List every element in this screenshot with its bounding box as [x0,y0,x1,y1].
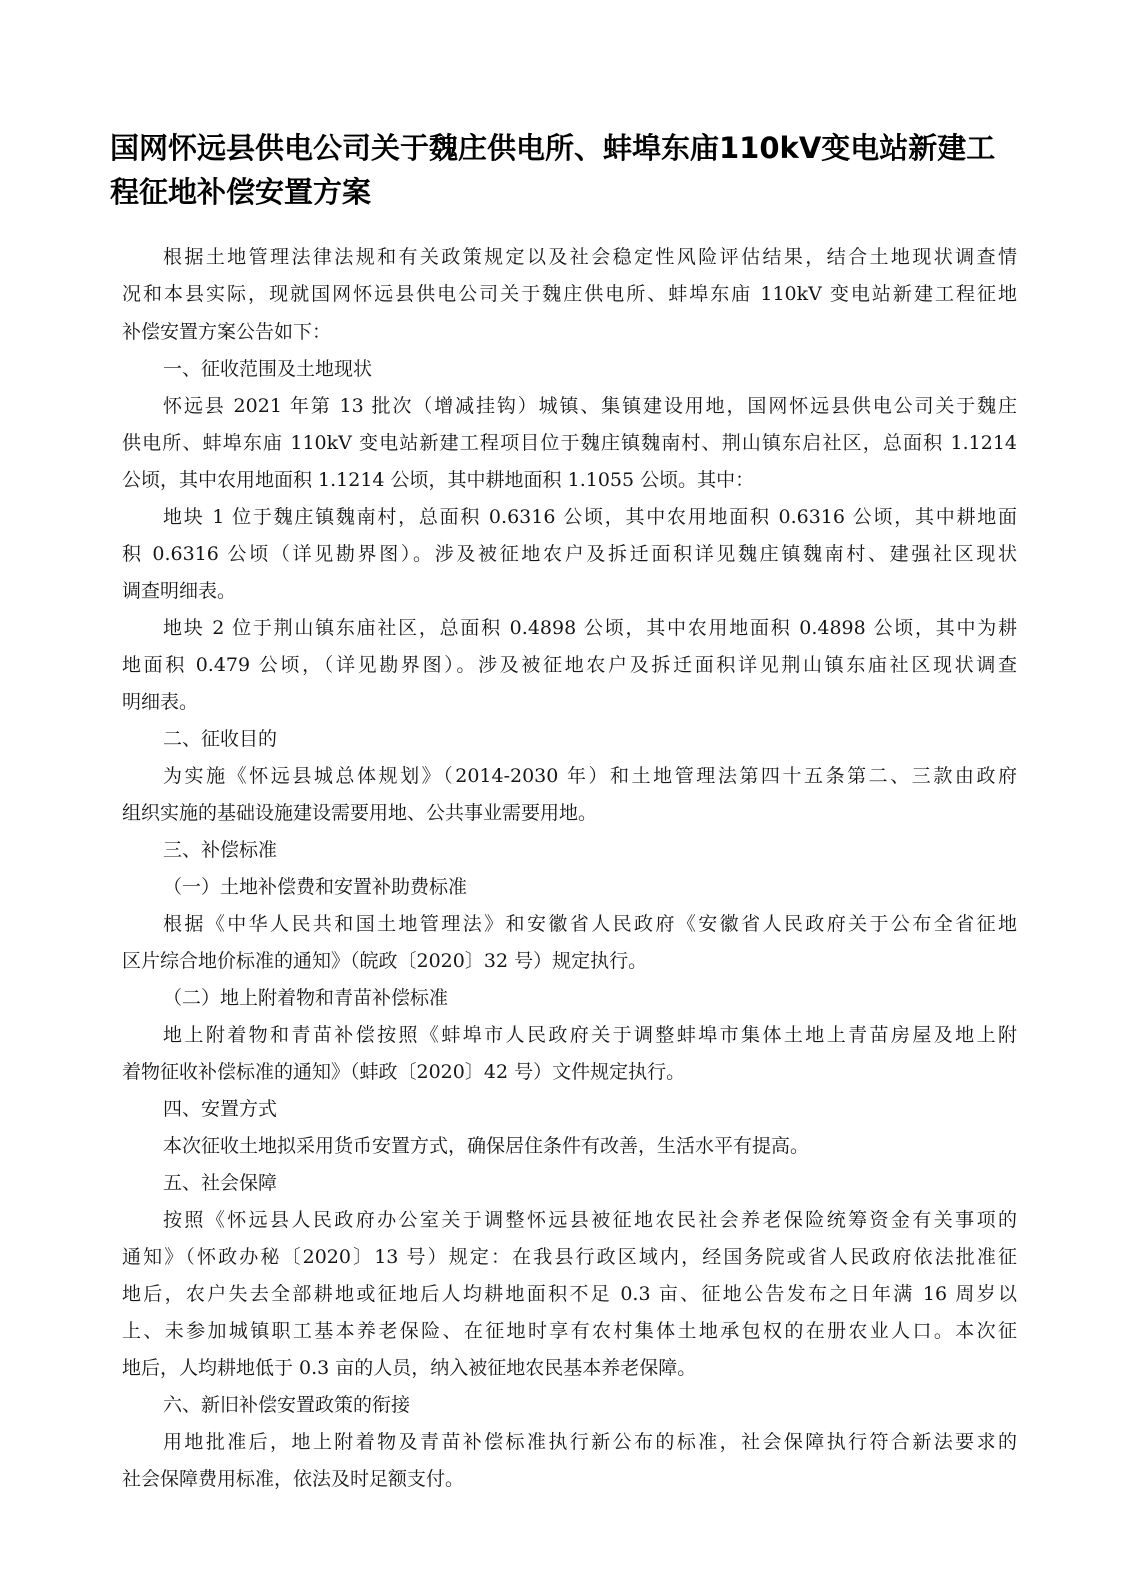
intro-paragraph-line: 况和本县实际，现就国网怀远县供电公司关于魏庄供电所、蚌埠东庙 110kV 变电站新建工程征地 [122,283,1017,305]
social-security-line: 上、未参加城镇职工基本养老保险、在征地时享有农村集体土地承包权的在册农业人口。本次征 [122,1320,1017,1342]
section-heading-2: 二、征收目的 [163,728,278,750]
parcel-2-line: 地块 2 位于荆山镇东庙社区，总面积 0.4898 公顷，其中农用地面积 0.4898 公顷，其中为耕 [163,617,1017,639]
parcel-2-line: 明细表。 [122,691,199,713]
social-security-line: 地后，农户失去全部耕地或征地后人均耕地面积不足 0.3 亩、征地公告发布之日年满 16 周岁以 [122,1283,1017,1305]
section-heading-6: 六、新旧补偿安置政策的衔接 [163,1394,411,1416]
social-security-line: 地后，人均耕地低于 0.3 亩的人员，纳入被征地农民基本养老保障。 [122,1357,697,1379]
scope-paragraph-line: 公顷，其中农用地面积 1.1214 公顷，其中耕地面积 1.1055 公顷。其中： [122,469,755,491]
policy-transition-line: 用地批准后，地上附着物及青苗补偿标准执行新公布的标准，社会保障执行符合新法要求的 [163,1431,1017,1453]
purpose-paragraph-line: 为实施《怀远县城总体规划》（2014-2030 年）和土地管理法第四十五条第二、三款由政府 [163,765,1017,787]
resettlement-paragraph-line: 本次征收土地拟采用货币安置方式，确保居住条件有改善，生活水平有提高。 [163,1135,810,1157]
subsection-heading-2: （二）地上附着物和青苗补偿标准 [163,987,449,1009]
parcel-2-line: 地面积 0.479 公顷，（详见勘界图）。涉及被征地农户及拆迁面积详见荆山镇东庙社区现状调查 [122,654,1017,676]
attachment-compensation-line: 地上附着物和青苗补偿按照《蚌埠市人民政府关于调整蚌埠市集体土地上青苗房屋及地上附 [163,1024,1017,1046]
section-heading-4: 四、安置方式 [163,1098,278,1120]
parcel-1-line: 调查明细表。 [122,580,237,602]
social-security-line: 按照《怀远县人民政府办公室关于调整怀远县被征地农民社会养老保险统筹资金有关事项的 [163,1209,1017,1231]
parcel-1-line: 积 0.6316 公顷（详见勘界图）。涉及被征地农户及拆迁面积详见魏庄镇魏南村、建强社区现状 [122,543,1017,565]
section-heading-3: 三、补偿标准 [163,839,278,861]
land-compensation-line: 区片综合地价标准的通知》（皖政〔2020〕32 号）规定执行。 [122,950,648,972]
intro-paragraph-line: 根据土地管理法律法规和有关政策规定以及社会稳定性风险评估结果，结合土地现状调查情 [163,246,1017,268]
document-title-line-2: 程征地补偿安置方案 [110,175,372,209]
policy-transition-line: 社会保障费用标准，依法及时足额支付。 [122,1468,465,1490]
intro-paragraph-line: 补偿安置方案公告如下： [122,321,332,343]
purpose-paragraph-line: 组织实施的基础设施建设需要用地、公共事业需要用地。 [122,802,598,824]
scope-paragraph-line: 供电所、蚌埠东庙 110kV 变电站新建工程项目位于魏庄镇魏南村、荆山镇东启社区，总面积 1.1214 [122,432,1017,454]
scope-paragraph-line: 怀远县 2021 年第 13 批次（增减挂钩）城镇、集镇建设用地，国网怀远县供电公司关于魏庄 [163,395,1017,417]
social-security-line: 通知》（怀政办秘〔2020〕13 号）规定：在我县行政区域内，经国务院或省人民政府依法批准征 [122,1246,1017,1268]
subsection-heading-1: （一）土地补偿费和安置补助费标准 [163,876,468,898]
attachment-compensation-line: 着物征收补偿标准的通知》（蚌政〔2020〕42 号）文件规定执行。 [122,1061,686,1083]
parcel-1-line: 地块 1 位于魏庄镇魏南村，总面积 0.6316 公顷，其中农用地面积 0.6316 公顷，其中耕地面 [163,506,1017,528]
land-compensation-line: 根据《中华人民共和国土地管理法》和安徽省人民政府《安徽省人民政府关于公布全省征地 [163,913,1017,935]
document-title-line-1: 国网怀远县供电公司关于魏庄供电所、蚌埠东庙110kV变电站新建工 [110,131,996,165]
section-heading-5: 五、社会保障 [163,1172,278,1194]
section-heading-1: 一、征收范围及土地现状 [163,358,373,380]
